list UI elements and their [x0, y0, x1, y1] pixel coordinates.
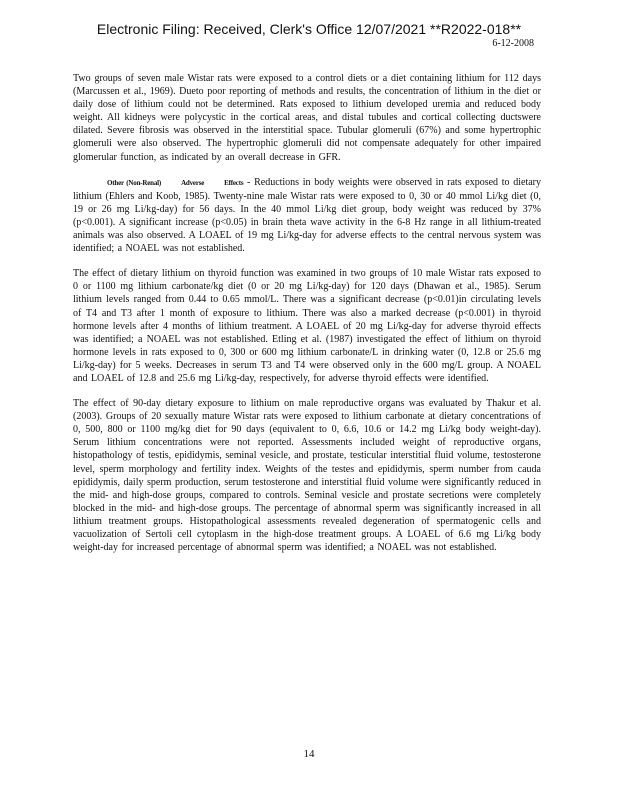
paragraph-reproductive-effects: The effect of 90-day dietary exposure to lithium on male reproductive organs was evaluated by Thakur et al. (2003). Groups of 20 sexually mature Wistar rats were exposed to lithium carbonate at dietary concentrations of 0, 500, 800 or 1100 mg/kg diet for 90 days (equivalent to 0, 6.6, 10.6 or 14.2 mg Li/kg body weight-day). Serum lithium concentrations were not reported. Assessments included weight of reproductive organs, histopathology of testis, epididymis, seminal vesicle, and prostate, testicular interstitial fluid volume, testosterone level, sperm morphology and fertility index. Weights of the testes and epididymis, sperm number from cauda epididymis, daily sperm production, serum testosterone and interstitial fluid volume were significantly reduced in the mid- and high-dose groups, compared to controls. Seminal vesicle and prostate secretions were completely blocked in the mid- and high-dose groups. The percentage of abnormal sperm was significantly increased in all lithium treatment groups. Histopathological assessments revealed degeneration of spermatogenic cells and vacuolization of Sertoli cell cytoplasm in the high-dose treatment groups. A LOAEL of 6.6 mg Li/kg body weight-day for increased percentage of abnormal sperm was identified; a NOAEL was not established. — [73, 398, 541, 554]
paragraph-thyroid-effects: The effect of dietary lithium on thyroid function was examined in two groups of 10 male Wistar rats exposed to 0 or 1100 mg lithium carbonate/kg diet (0 or 20 mg Li/kg-day) for 120 days (Dhawan et al., 1985). Serum lithium levels ranged from 0.44 to 0.65 mmol/L. There was a significant decrease (p<0.01)in circulating levels of T4 and T3 after 1 month of exposure to lithium. There was also a marked decrease (p<0.001) in thyroid hormone levels after 4 months of lithium treatment. A LOAEL of 20 mg Li/kg-day for adverse thyroid effects was identified; a NOAEL was not established. Etling et al. (1987) investigated the effect of lithium on thyroid hormone levels in rats exposed to 0, 300 or 600 mg lithium carbonate/L in drinking water (0, 12.8 or 25.6 mg Li/kg-day) for 5 weeks. Decreases in serum T3 and T4 were observed only in the 600 mg/L group. A NOAEL and LOAEL of 12.8 and 25.6 mg Li/kg-day, respectively, for adverse thyroid effects were identified. — [73, 268, 541, 384]
paragraph-renal-effects: Two groups of seven male Wistar rats were exposed to a control diets or a diet containing lithium for 112 days (Marcussen et al., 1969). Dueto poor reporting of methods and results, the concentration of lithium in the diet or daily dose of lithium could not be determined. Rats exposed to lithium developed uremia and reduced body weight. All kidneys were polycystic in the cortical areas, and distal tubules and cortical collecting ductswere dilated. Severe fibrosis was observed in the interstitial space. Tubular glomeruli (67%) and some hypertrophic glomeruli were also observed. The hypertrophic glomeruli did not compensate adequately for other impaired glomerular function, as indicated by an overall decrease in GFR. — [73, 73, 541, 163]
heading-part-adverse: Adverse — [181, 178, 205, 187]
document-body — [73, 72, 541, 566]
page-number: 14 — [303, 748, 315, 760]
paragraph-non-renal-text: - Reductions in body weights were observed in rats exposed to dietary lithium (Ehlers and Koob, 1985). Twenty-nine male Wistar rats were exposed to 0, 30 or 40 mmol Li/kg diet (0, 19 or 26 mg Li/kg-day) for 56 days. In the 40 mmol Li/kg diet group, body weight was reduced by 37% (p<0.001). A significant increase (p<0.05) in brain theta wave activity in the 6-8 Hz range in all lithium-treated animals was also observed. A LOAEL of 19 mg Li/kg-day for adverse effects to the central nervous system was identified; a NOAEL was not established. — [73, 176, 541, 255]
paragraph-non-renal-effects — [73, 176, 541, 256]
document-date: 6-12-2008 — [492, 38, 534, 49]
heading-part-effects: Effects — [224, 178, 244, 187]
section-heading — [107, 177, 243, 190]
filing-header: Electronic Filing: Received, Clerk's Office 12/07/2021 **R2022-018** — [96, 21, 522, 37]
heading-part-other: Other (Non-Renal) — [107, 178, 162, 187]
